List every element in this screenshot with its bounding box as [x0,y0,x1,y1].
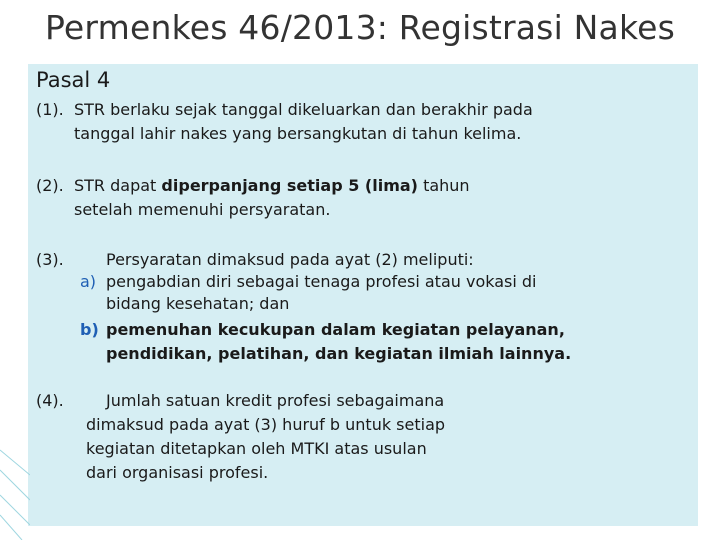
decorative-lines [0,440,30,540]
sub-marker: b) [80,320,99,339]
item-line: STR berlaku sejak tanggal dikeluarkan dan berakhir pada [74,100,533,119]
item-line: dari organisasi profesi. [86,463,269,482]
item-text-bold: diperpanjang setiap 5 (lima) [161,176,418,195]
item-line: kegiatan ditetapkan oleh MTKI atas usulan [86,439,427,458]
item-line: tanggal lahir nakes yang bersangkutan di tahun kelima. [74,124,522,143]
item-line: setelah memenuhi persyaratan. [74,200,331,219]
item-number: (3). [36,250,64,269]
sub-marker: a) [80,272,97,291]
section-heading: Pasal 4 [36,68,111,92]
sub-line-bold: pendidikan, pelatihan, dan kegiatan ilmiah lainnya. [106,344,572,363]
item-number: (4). [36,391,64,410]
sub-line: pengabdian diri sebagai tenaga profesi atau vokasi di [106,272,537,291]
item-intro: Persyaratan dimaksud pada ayat (2) meliputi: [106,250,474,269]
item-text: tahun [417,176,470,195]
item-text: STR dapat [74,176,162,195]
slide-title: Permenkes 46/2013: Registrasi Nakes [45,8,675,47]
item-line: dimaksud pada ayat (3) huruf b untuk setiap [86,415,446,434]
item-line [74,174,470,197]
sub-line-bold: pemenuhan kecukupan dalam kegiatan pelayanan, [106,320,565,339]
item-number: (2). [36,176,64,195]
item-number: (1). [36,100,64,119]
sub-line: bidang kesehatan; dan [106,294,290,313]
item-line: Jumlah satuan kredit profesi sebagaimana [106,391,445,410]
